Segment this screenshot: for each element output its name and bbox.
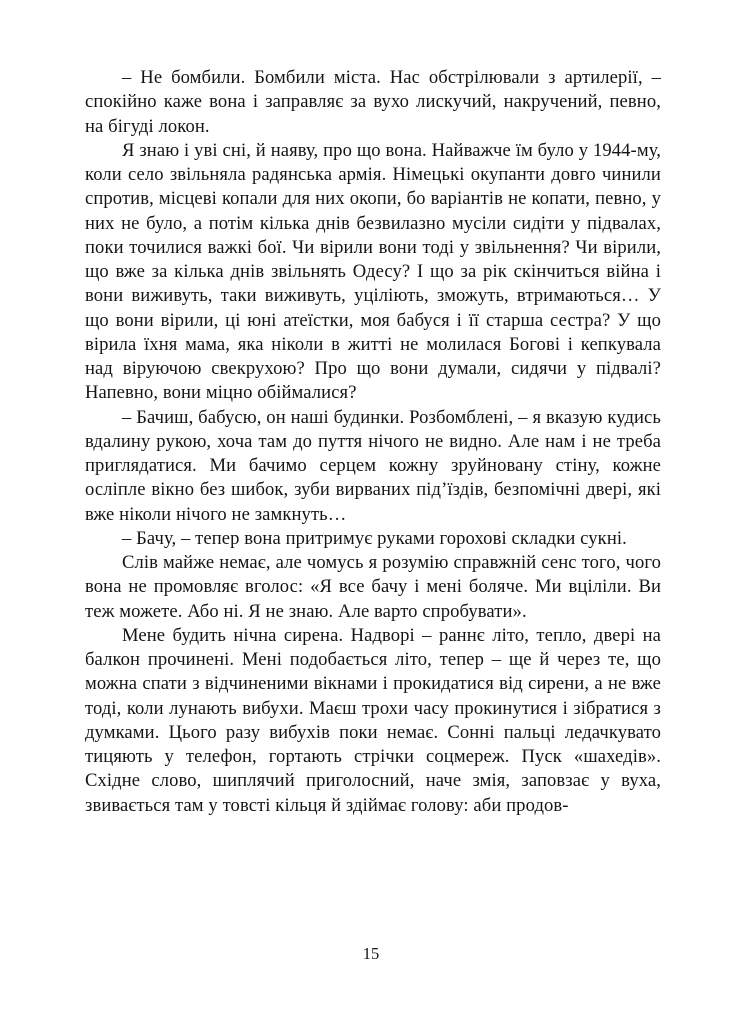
paragraph-dialogue-3: – Бачу, – тепер вона притримує руками горохові складки сукні. bbox=[122, 527, 627, 549]
paragraph-narrative-1: Я знаю і уві сні, й наяву, про що вона. Найважче їм було у 1944-му, коли село звільняла радянська армія. Німецькі окупанти довго чинили спротив, місцеві копали для них окопи, бо варіантів не копати, певно, у них не було, а потім кілька днів безвилазно мусіли сидіти у підвалах, поки точилися важкі бої. Чи вірили вони тоді у звільнення? Чи вірили, що вже за кілька днів звільнять Одесу? І що за рік скінчиться війна і вони виживуть, таки виживуть, уціліють, зможуть, втримаються… У що вони вірили, ці юні атеїстки, моя бабуся і її старша сестра? У що вірила їхня мама, яка ніколи в житті не молилася Богові і кепкувала над віруючою свекрухою? Про що вони думали, сидячи у підвалі? Напевно, вони міцно обіймалися? bbox=[85, 139, 661, 404]
page-number: 15 bbox=[362, 944, 380, 963]
paragraph-narrative-2: Слів майже немає, але чомусь я розумію справжній сенс того, чого вона не промовляє вголос: «Я все бачу і мені боляче. Ми вціліли. Ви теж можете. Або ні. Я не знаю. Але варто спробувати». bbox=[85, 552, 661, 622]
page-text bbox=[85, 66, 661, 818]
paragraph-dialogue-1: – Не бомбили. Бомбили міста. Нас обстрілювали з артилерії, – спокійно каже вона і заправляє за вухо лискучий, накручений, певно, на бігуді локон. bbox=[85, 67, 661, 137]
paragraph-narrative-3: Мене будить нічна сирена. Надворі – раннє літо, тепло, двері на балкон прочинені. Мені подобається літо, тепер – ще й через те, що можна спати з відчиненими вікнами і прокидатися від сирени, а не вже тоді, коли лунають вибухи. Маєш трохи часу прокинутися і зібратися з думками. Цього разу вибухів поки немає. Сонні пальці ледачкувато тицяють у телефон, гортають стрічки соцмереж. Пуск «шахедів». Східне слово, шиплячий приголосний, наче змія, заповзає у вуха, звивається там у товсті кільця й здіймає голову: аби продов- bbox=[85, 624, 661, 816]
paragraph-dialogue-2: – Бачиш, бабусю, он наші будинки. Розбомблені, – я вказую кудись вдалину рукою, хоча там до пуття нічого не видно. Але нам і не треба приглядатися. Ми бачимо серцем кожну зруйновану стіну, кожне осліпле вікно без шибок, зуби вирваних під’їздів, безпомічні двері, які вже ніколи нічого не замкнуть… bbox=[85, 406, 661, 525]
